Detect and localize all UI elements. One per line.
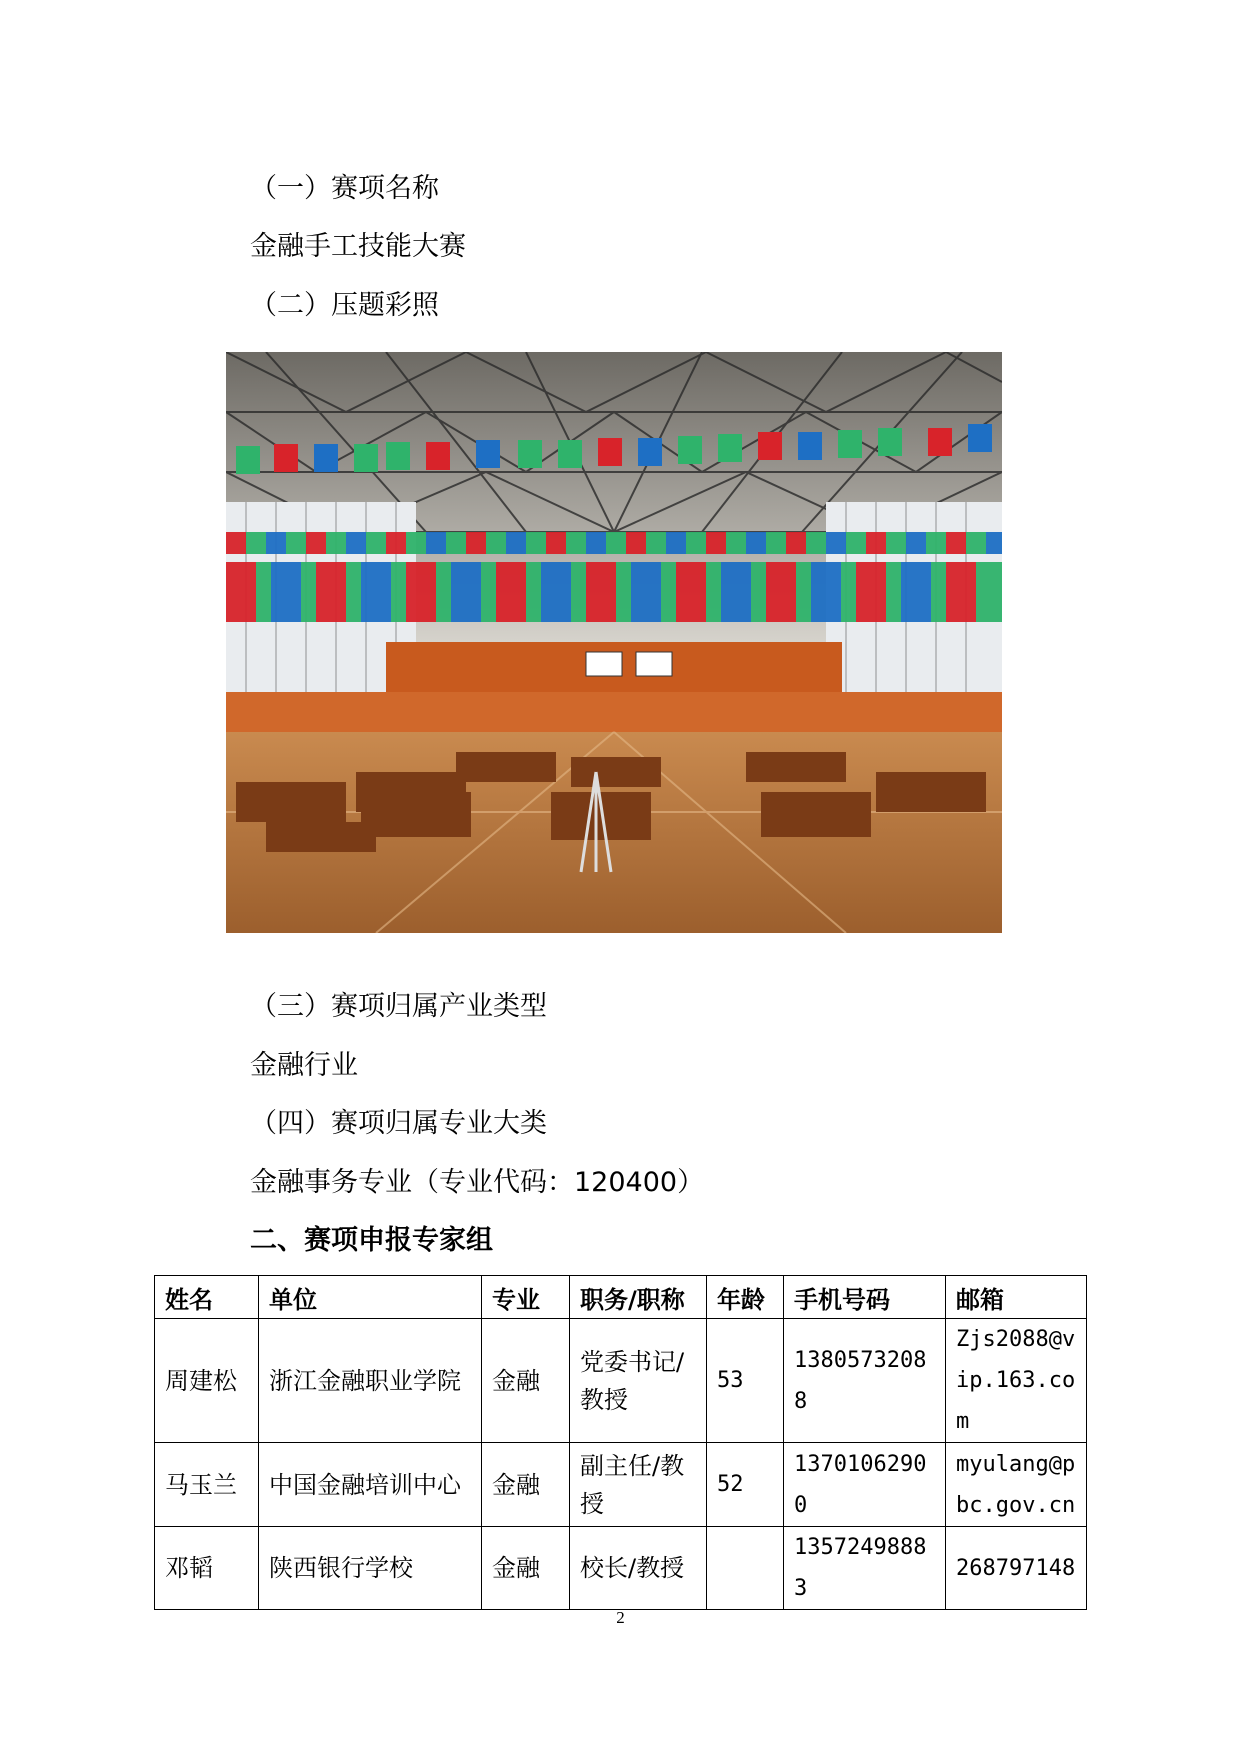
name-cell: 周建松 xyxy=(155,1319,259,1443)
expert-group-table xyxy=(154,1275,1087,1610)
section-1-heading: （一）赛项名称 xyxy=(250,173,439,204)
unit-cell: 中国金融培训中心 xyxy=(259,1443,482,1527)
major-cell: 金融 xyxy=(482,1319,570,1443)
unit-cell: 陕西银行学校 xyxy=(259,1527,482,1610)
age-cell: 52 xyxy=(707,1443,784,1527)
table-row xyxy=(155,1527,1087,1610)
name-cell: 邓韬 xyxy=(155,1527,259,1610)
column-header: 专业 xyxy=(482,1276,570,1319)
section-1-body: 金融手工技能大赛 xyxy=(250,231,466,262)
table-header-row xyxy=(155,1276,1087,1319)
table-row xyxy=(155,1319,1087,1443)
phone-cell: 13701062900 xyxy=(784,1443,946,1527)
email-cell: Zjs2088@vip.163.com xyxy=(946,1319,1087,1443)
title-cell: 校长/教授 xyxy=(570,1527,707,1610)
age-cell xyxy=(707,1527,784,1610)
phone-cell: 13572498883 xyxy=(784,1527,946,1610)
column-header: 职务/职称 xyxy=(570,1276,707,1319)
section-3-heading: （三）赛项归属产业类型 xyxy=(250,991,547,1022)
phone-cell: 13805732088 xyxy=(784,1319,946,1443)
part-2-heading: 二、赛项申报专家组 xyxy=(250,1225,493,1256)
column-header: 单位 xyxy=(259,1276,482,1319)
email-cell: 268797148 xyxy=(946,1527,1087,1610)
title-cell: 副主任/教授 xyxy=(570,1443,707,1527)
section-4-heading: （四）赛项归属专业大类 xyxy=(250,1108,547,1139)
unit-cell: 浙江金融职业学院 xyxy=(259,1319,482,1443)
section-3-body: 金融行业 xyxy=(250,1050,358,1081)
major-cell: 金融 xyxy=(482,1443,570,1527)
major-cell: 金融 xyxy=(482,1527,570,1610)
competition-hall-photo xyxy=(226,352,1002,933)
column-header: 年龄 xyxy=(707,1276,784,1319)
section-4-body: 金融事务专业（专业代码：120400） xyxy=(250,1167,705,1198)
table-row xyxy=(155,1443,1087,1527)
name-cell: 马玉兰 xyxy=(155,1443,259,1527)
column-header: 邮箱 xyxy=(946,1276,1087,1319)
section-2-heading: （二）压题彩照 xyxy=(250,290,439,321)
column-header: 姓名 xyxy=(155,1276,259,1319)
column-header: 手机号码 xyxy=(784,1276,946,1319)
age-cell: 53 xyxy=(707,1319,784,1443)
title-cell: 党委书记/教授 xyxy=(570,1319,707,1443)
page-number: 2 xyxy=(616,1608,625,1627)
email-cell: myulang@pbc.gov.cn xyxy=(946,1443,1087,1527)
